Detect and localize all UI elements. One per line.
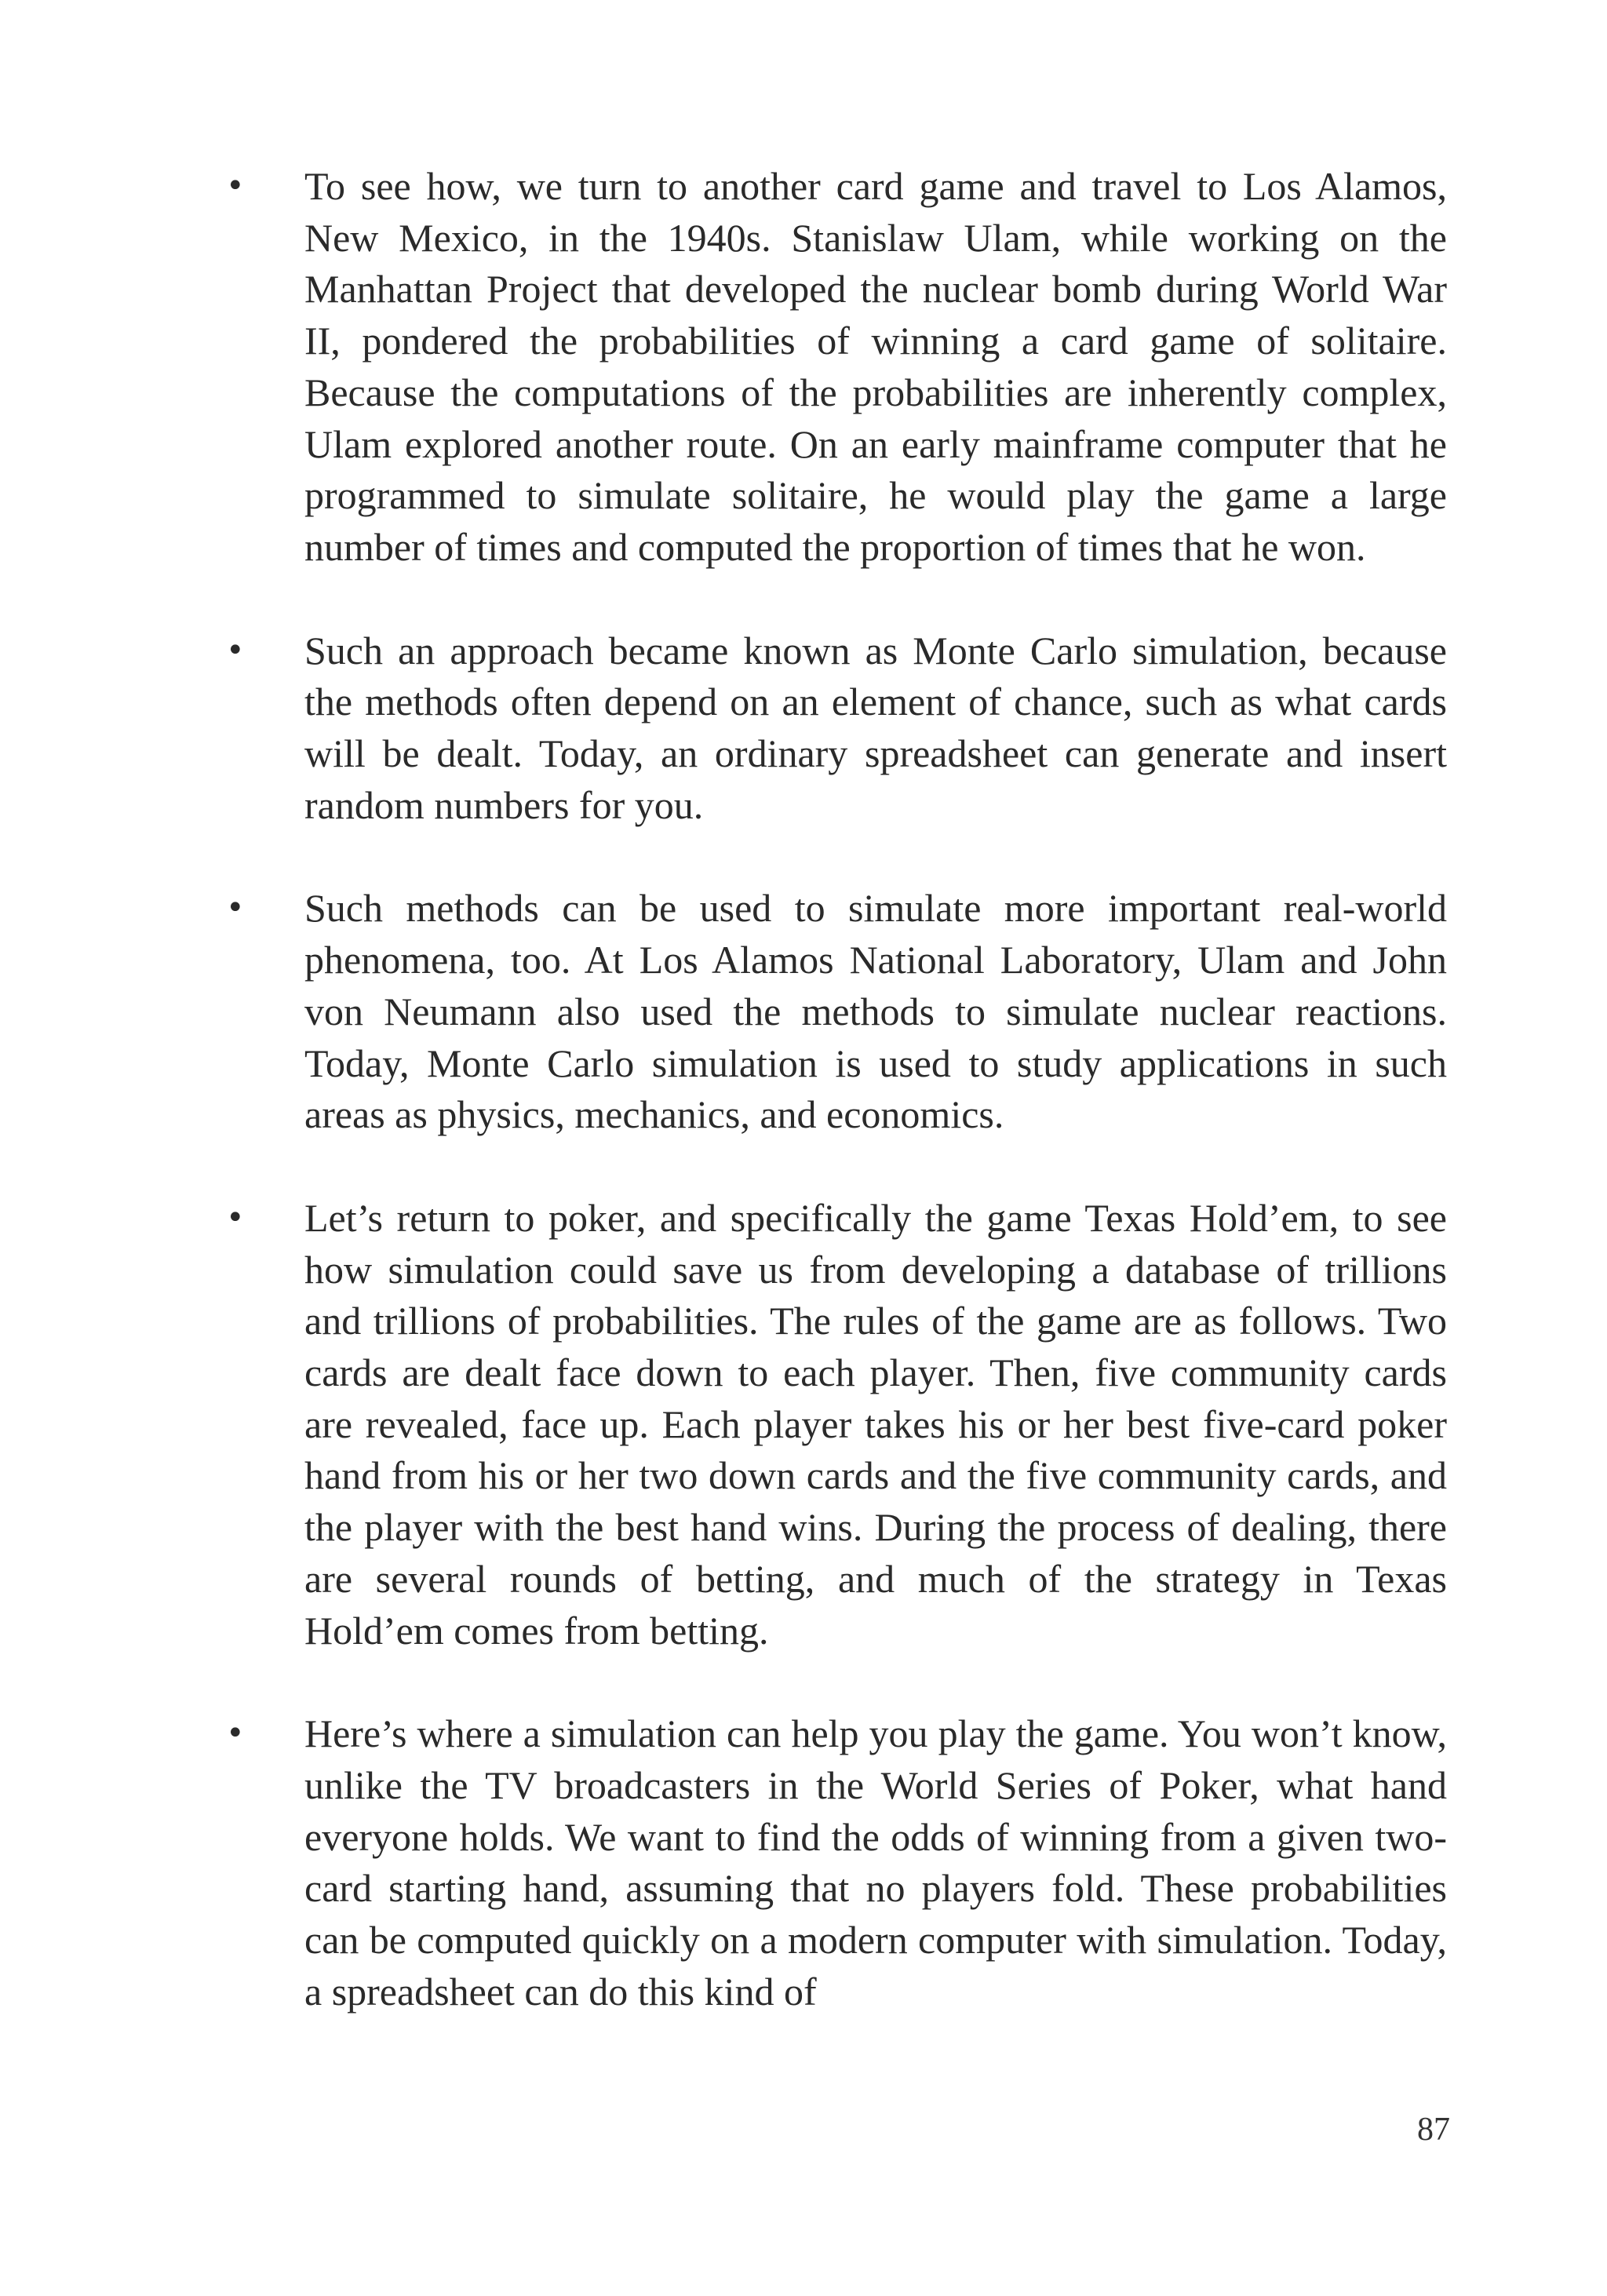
bullet-icon: • xyxy=(226,890,245,927)
paragraph-text: Let’s return to poker, and specifically the game Texas Hold’em, to see how simulation could save us from developing a database of trillions and trillions of probabilities. The rules of the game are as follows. Two cards are dealt face down to each player. Then, five community cards are revealed, face up. Each player takes his or her best five-card poker hand from his or her two down cards and the five community cards, and the player with the best hand wins. During the process of dealing, there are several rounds of betting, and much of the strategy in Texas Hold’em comes from betting. xyxy=(304,1195,1447,1653)
bullet-item-monte-carlo xyxy=(226,625,1447,832)
paragraph-text: To see how, we turn to another card game and travel to Los Alamos, New Mexico, in the 1940s. Stanislaw Ulam, while working on the Manhattan Project that developed the nuclear bomb during World War II, pondered the probabilities of winning a card game of solitaire. Because the computations of the probabilities are inherently complex, Ulam explored another route. On an early mainframe computer that he programmed to simulate solitaire, he would play the game a large number of times and computed the proportion of times that he won. xyxy=(304,164,1447,569)
paragraph-text: Such an approach became known as Monte Carlo simulation, because the methods often depend on an element of chance, such as what cards will be dealt. Today, an ordinary spreadsheet can generate and insert random numbers for you. xyxy=(304,628,1447,827)
bullet-item-los-alamos xyxy=(226,161,1447,574)
bullet-icon: • xyxy=(226,1199,245,1236)
page-number: 87 xyxy=(1417,2112,1450,2148)
paragraph-text: Here’s where a simulation can help you play the game. You won’t know, unlike the TV broadcasters in the World Series of Poker, what hand everyone holds. We want to find the odds of winning from a given two-card starting hand, assuming that no players fold. These probabilities can be computed quickly on a modern computer with simulation. Today, a spreadsheet can do this kind of xyxy=(304,1711,1447,2014)
bullet-icon: • xyxy=(226,1715,245,1752)
bullet-item-real-world xyxy=(226,883,1447,1141)
bullet-item-texas-holdem xyxy=(226,1193,1447,1656)
bullet-list xyxy=(226,161,1447,2070)
paragraph-text: Such methods can be used to simulate more important real-world phenomena, too. At Los Alamos National Laboratory, Ulam and John von Neumann also used the methods to simulate nuclear reactions. Today, Monte Carlo simulation is used to study applications in such areas as physics, mechanics, and economics. xyxy=(304,886,1447,1137)
bullet-icon: • xyxy=(226,632,245,669)
bullet-icon: • xyxy=(226,168,245,204)
bullet-item-simulation-help xyxy=(226,1708,1447,2017)
